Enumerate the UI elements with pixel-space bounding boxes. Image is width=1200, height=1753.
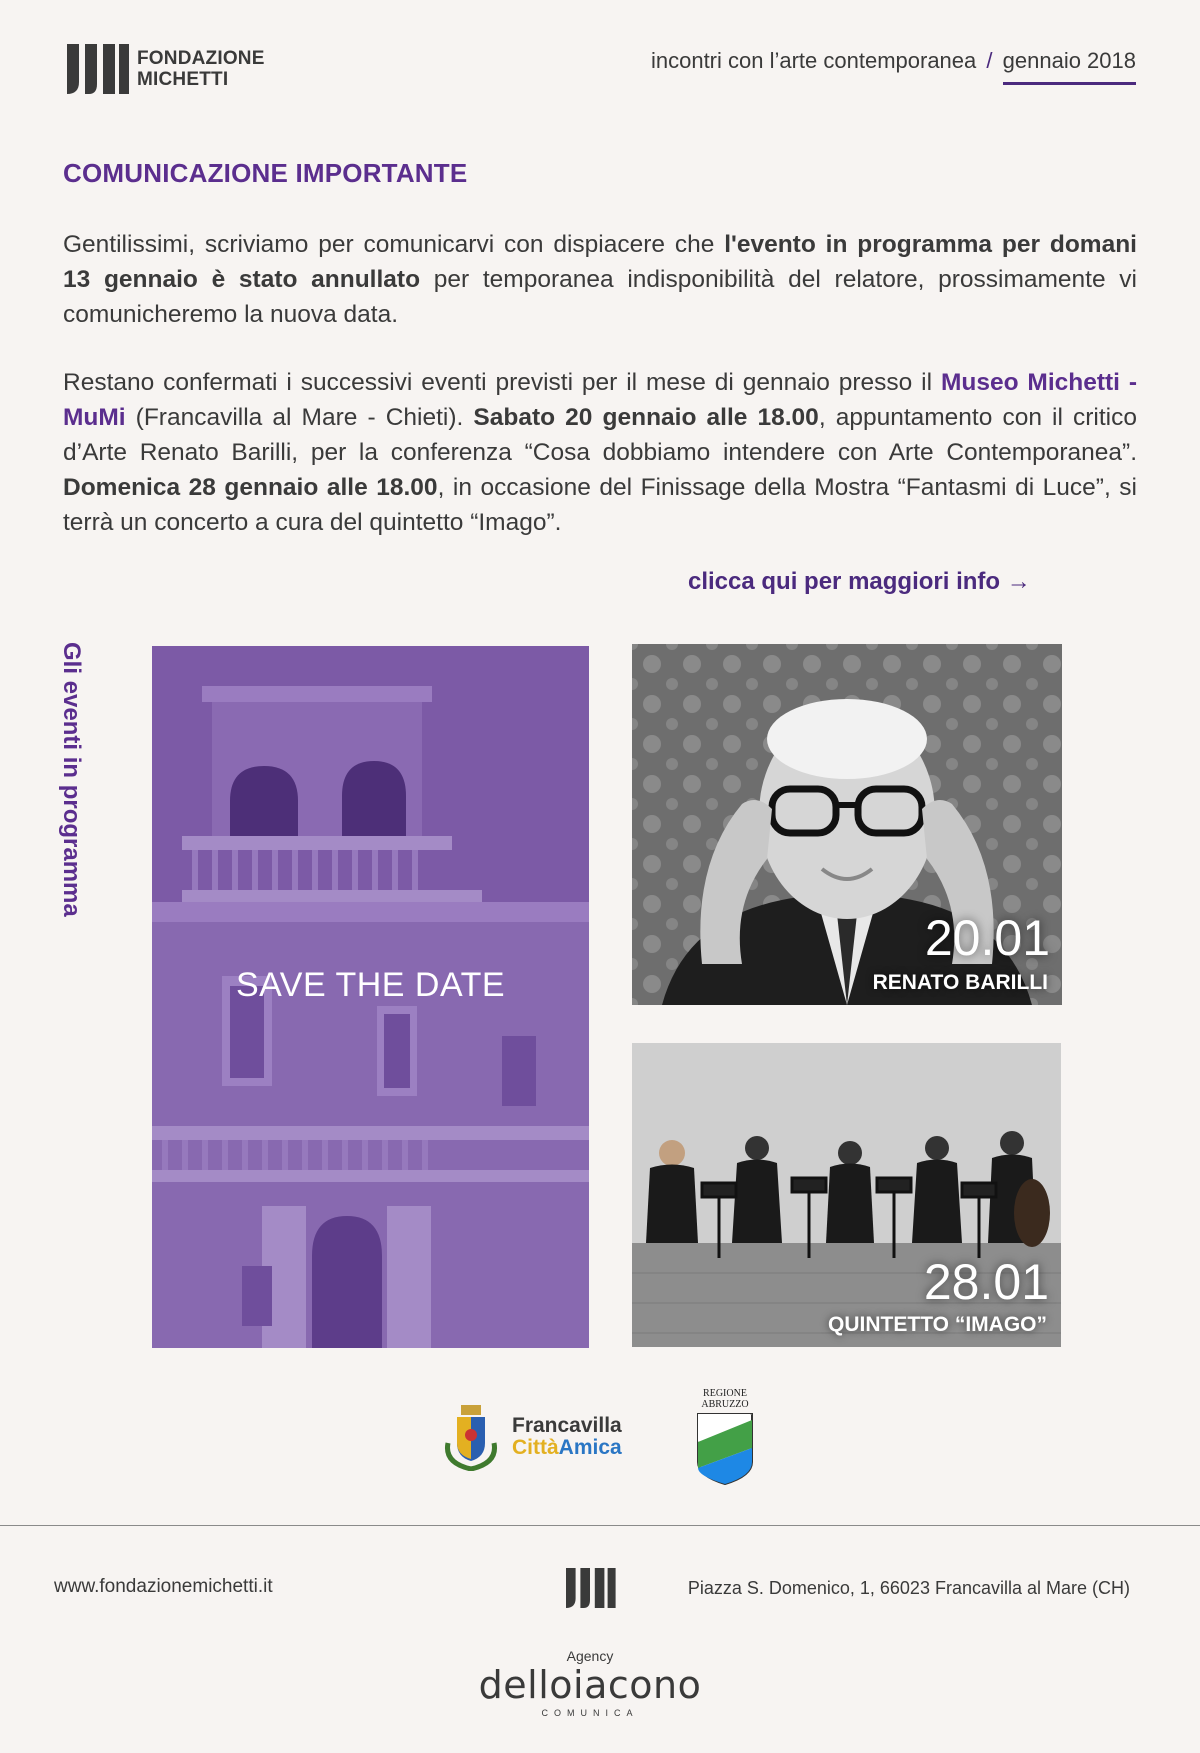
- p2-text-g: , in occasione del Finissage della Mostra “Fantasmi di Luce”, si terrà un concerto a cura del quintetto “Imago”.: [63, 474, 1137, 536]
- regione-line1: REGIONE: [703, 1388, 747, 1399]
- event-date-2: 28.01: [923, 1254, 1049, 1310]
- francavilla-citta: Città: [512, 1436, 559, 1459]
- event-card-renato-barilli[interactable]: [632, 644, 1062, 1005]
- michetti-logo-icon: [63, 44, 131, 94]
- logo-line2: MICHETTI: [137, 69, 229, 90]
- regione-abruzzo-logo[interactable]: [694, 1388, 756, 1488]
- notice-paragraph-1: [63, 227, 1137, 332]
- tagline-separator: /: [986, 48, 993, 73]
- tagline-month: gennaio 2018: [1003, 48, 1136, 85]
- p2-text-e: , appuntamento con il critico d’Arte Renato Barilli, per la conferenza “Cosa dobbiamo intendere con Arte Contemporanea”.: [63, 404, 1138, 466]
- event2-datetime: Domenica 28 gennaio alle 18.00: [63, 474, 438, 501]
- p1-emphasis: l'evento in programma per domani 13 gennaio è stato annullato: [63, 231, 1137, 293]
- francavilla-citta-amica-logo[interactable]: [440, 1403, 622, 1471]
- p2-text-a: Restano confermati i successivi eventi previsti per il mese di gennaio presso il: [63, 369, 941, 396]
- p1-text-c: per temporanea indisponibilità del relatore, prossimamente vi comunicheremo la nuova data.: [63, 266, 1137, 328]
- agency-subtitle: COMUNICA: [541, 1708, 639, 1718]
- event-card-quintetto-imago[interactable]: [632, 1043, 1061, 1347]
- save-the-date-panel[interactable]: [152, 646, 589, 1348]
- regione-line2: ABRUZZO: [701, 1399, 749, 1410]
- save-the-date-text: SAVE THE DATE: [235, 966, 506, 1004]
- museum-name: Museo Michetti - MuMi: [63, 369, 1138, 431]
- website-link[interactable]: www.fondazionemichetti.it: [54, 1576, 273, 1597]
- regione-shield-icon: [696, 1412, 754, 1486]
- fondazione-michetti-logo[interactable]: [63, 44, 265, 94]
- p2-text-c: (Francavilla al Mare - Chieti).: [125, 404, 474, 431]
- francavilla-line1: Francavilla: [512, 1414, 622, 1437]
- p1-text-a: Gentilissimi, scriviamo per comunicarvi con dispiacere che: [63, 231, 725, 258]
- event1-datetime: Sabato 20 gennaio alle 18.00: [473, 404, 819, 431]
- michetti-footer-logo-icon: [562, 1568, 618, 1608]
- event-caption-2: QUINTETTO “IMAGO”: [828, 1313, 1047, 1336]
- agency-name[interactable]: delloiacono: [478, 1663, 702, 1707]
- notice-paragraph-2: [63, 365, 1137, 540]
- event-caption-1: RENATO BARILLI: [872, 971, 1048, 994]
- francavilla-crest-icon: [440, 1403, 502, 1471]
- footer-divider: [0, 1525, 1200, 1526]
- events-section-label: [54, 642, 88, 962]
- footer-address: Piazza S. Domenico, 1, 66023 Francavilla al Mare (CH): [687, 1578, 1130, 1598]
- more-info-link[interactable]: clicca qui per maggiori info →: [688, 568, 1031, 595]
- francavilla-amica: Amica: [558, 1436, 622, 1459]
- tagline-text: incontri con l’arte contemporanea: [650, 48, 977, 73]
- event-date-1: 20.01: [924, 910, 1050, 966]
- agency-label: Agency: [566, 1648, 614, 1664]
- events-section-label-text: Gli eventi in programma: [58, 642, 85, 917]
- notice-title: COMUNICAZIONE IMPORTANTE: [63, 158, 468, 188]
- logo-line1: FONDAZIONE: [137, 48, 265, 69]
- header-tagline: [651, 48, 1136, 85]
